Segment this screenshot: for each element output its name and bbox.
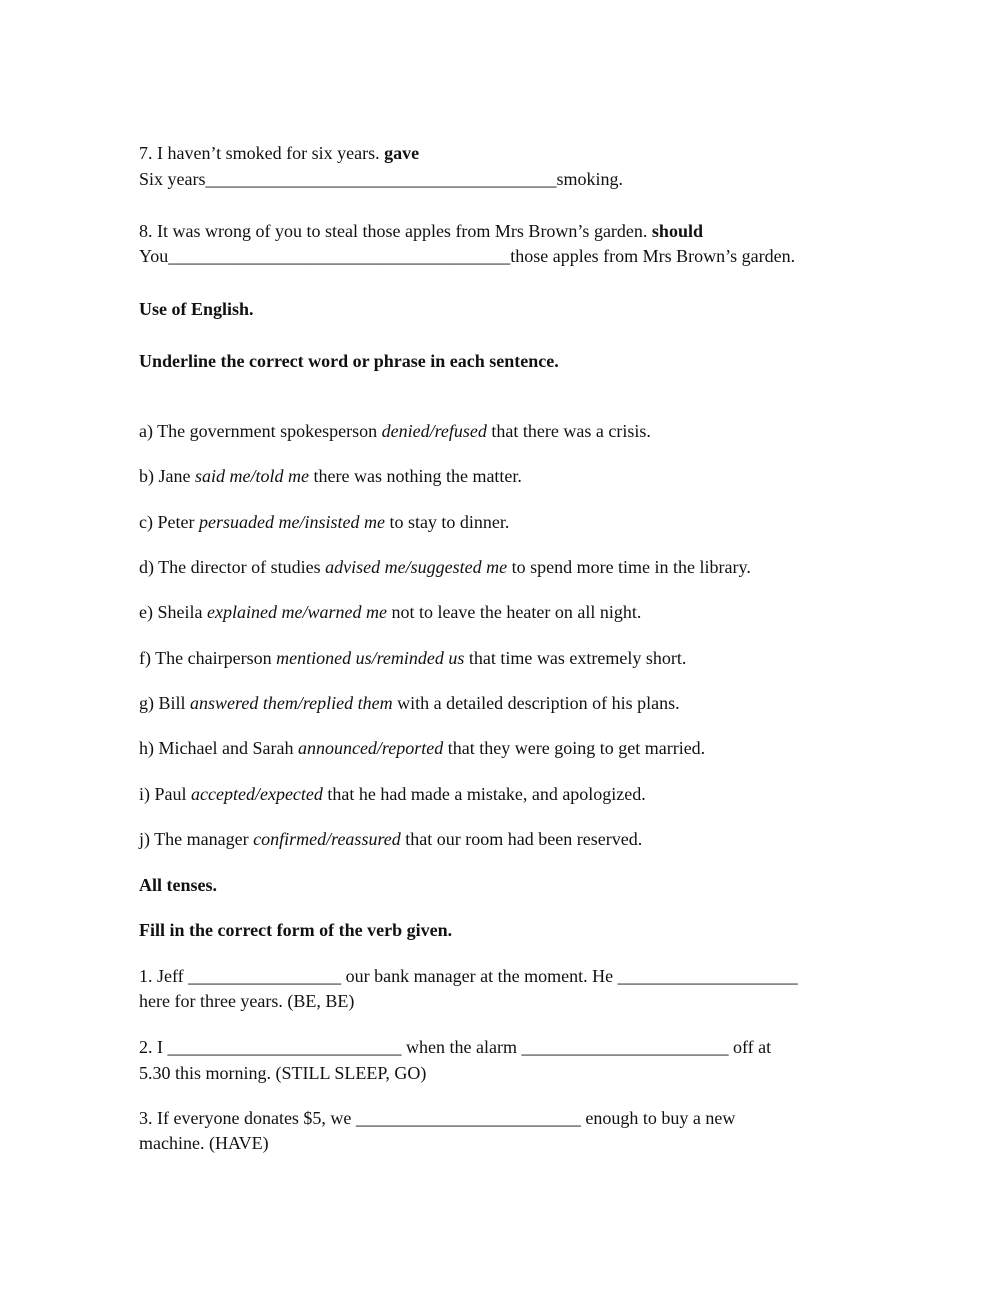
item-text: d) The director of studies bbox=[139, 557, 326, 577]
prompt-text: 7. I haven’t smoked for six years. bbox=[139, 143, 380, 163]
item-choice: confirmed/reassured bbox=[253, 829, 401, 849]
exercise-item-c bbox=[139, 510, 509, 534]
item-text: that time was extremely short. bbox=[464, 648, 687, 668]
item-text: that they were going to get married. bbox=[443, 738, 706, 758]
item-text: that our room had been reserved. bbox=[400, 829, 643, 849]
item-choice: answered them/replied them bbox=[190, 693, 393, 713]
section-heading-use-of-english: Use of English. bbox=[139, 299, 254, 319]
answer-after: smoking. bbox=[556, 169, 624, 189]
exercise-item-b bbox=[139, 464, 522, 488]
item-choice: announced/reported bbox=[297, 738, 444, 758]
keyword: should bbox=[651, 221, 703, 241]
item-text: that he had made a mistake, and apologized. bbox=[322, 784, 646, 804]
item-text: with a detailed description of his plans. bbox=[392, 693, 680, 713]
exercise-item-h bbox=[139, 736, 705, 760]
item-text: a) The government spokesperson bbox=[139, 421, 382, 441]
item-text: b) Jane bbox=[139, 466, 195, 486]
item-choice: explained me/warned me bbox=[206, 602, 387, 622]
answer-before: You bbox=[139, 246, 169, 266]
item-text: i) Paul bbox=[139, 784, 191, 804]
answer-before: Six years bbox=[139, 169, 206, 189]
section-instruction-fill-in: Fill in the correct form of the verb given. bbox=[139, 920, 453, 940]
transformation-7-answer bbox=[139, 167, 623, 191]
prompt-text: 8. It was wrong of you to steal those apples from Mrs Brown’s garden. bbox=[139, 221, 648, 241]
item-choice: advised me/suggested me bbox=[325, 557, 508, 577]
item-text: j) The manager bbox=[139, 829, 254, 849]
item-text: that there was a crisis. bbox=[486, 421, 651, 441]
item-text: g) Bill bbox=[139, 693, 191, 713]
item-choice: said me/told me bbox=[194, 466, 309, 486]
item-choice: denied/refused bbox=[381, 421, 487, 441]
tense-item-2-line2: 5.30 this morning. (STILL SLEEP, GO) bbox=[139, 1063, 427, 1083]
item-text: f) The chairperson bbox=[139, 648, 277, 668]
item-text: c) Peter bbox=[139, 512, 199, 532]
exercise-item-e bbox=[139, 600, 641, 624]
answer-after: those apples from Mrs Brown’s garden. bbox=[510, 246, 796, 266]
exercise-item-d bbox=[139, 555, 751, 579]
item-choice: accepted/expected bbox=[191, 784, 323, 804]
tense-item-2-line1: 2. I __________________________ when the alarm _______________________ off at bbox=[139, 1037, 772, 1057]
exercise-item-a bbox=[139, 419, 651, 443]
item-text: e) Sheila bbox=[139, 602, 207, 622]
section-instruction-underline: Underline the correct word or phrase in each sentence. bbox=[139, 351, 559, 371]
item-choice: persuaded me/insisted me bbox=[198, 512, 385, 532]
exercise-item-i bbox=[139, 782, 646, 806]
transformation-8-prompt bbox=[139, 219, 703, 243]
item-text: there was nothing the matter. bbox=[308, 466, 522, 486]
tense-item-1-line1: 1. Jeff _________________ our bank manager at the moment. He ____________________ bbox=[139, 966, 798, 986]
answer-blank: ______________________________________ bbox=[168, 246, 511, 266]
item-text: to spend more time in the library. bbox=[507, 557, 751, 577]
exercise-item-j bbox=[139, 827, 642, 851]
item-text: h) Michael and Sarah bbox=[139, 738, 298, 758]
tense-item-3-line1: 3. If everyone donates $5, we _________________________ enough to buy a new bbox=[139, 1108, 736, 1128]
item-text: not to leave the heater on all night. bbox=[386, 602, 642, 622]
exercise-item-f bbox=[139, 646, 686, 670]
transformation-8-answer bbox=[139, 244, 795, 268]
keyword: gave bbox=[384, 143, 420, 163]
item-choice: mentioned us/reminded us bbox=[276, 648, 465, 668]
section-heading-all-tenses: All tenses. bbox=[139, 875, 217, 895]
answer-blank: _______________________________________ bbox=[205, 169, 557, 189]
transformation-7-prompt bbox=[139, 141, 419, 165]
tense-item-3-line2: machine. (HAVE) bbox=[139, 1133, 269, 1153]
tense-item-1-line2: here for three years. (BE, BE) bbox=[139, 991, 355, 1011]
item-text: to stay to dinner. bbox=[384, 512, 510, 532]
exercise-item-g bbox=[139, 691, 680, 715]
